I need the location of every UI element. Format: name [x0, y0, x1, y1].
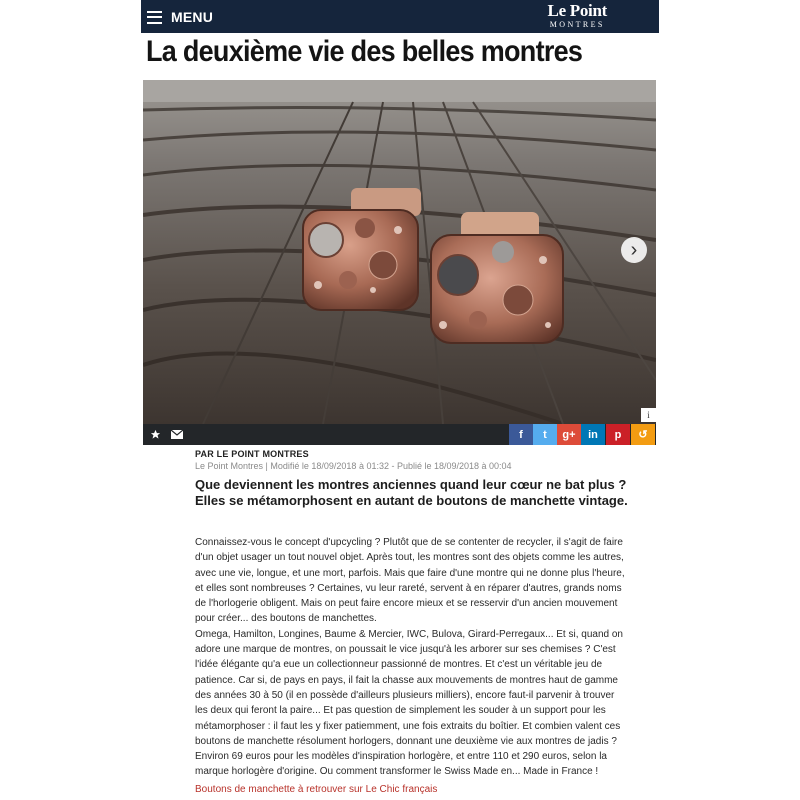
- cufflinks-photo: [143, 80, 656, 424]
- menu-button[interactable]: [147, 7, 213, 27]
- star-icon[interactable]: [144, 424, 166, 445]
- menu-label: MENU: [171, 9, 214, 25]
- chevron-right-icon: ›: [630, 238, 638, 261]
- next-image-button[interactable]: [621, 237, 647, 263]
- pinterest-share-button[interactable]: p: [606, 424, 630, 445]
- share-bar: [143, 424, 656, 445]
- article-body: Connaissez-vous le concept d'upcycling ? Plutôt que de se contenter de recycler, il s'agit de faire d'un objet usager un tout nouvel objet. Après tout, les montres sont des objets comme les autres, avec une vie, longue, et une mort, parfois. Mais que faire d'une montre qui ne donne plus l'heure, et elles sont nombreuses ? Certaines, vu leur rareté, servent à en réparer d'autres, grands noms de l'horlogerie obligent. Mais on peut faire encore mieux et se resservir d'un ancien mouvement pour créer... des boutons de manchettes. Omega, Hamilton, Longines, Baume & Mercier, IWC, Bulova, Girard-Perregaux... Et si, quand on adore une marque de montres, on poussait le vice jusqu'à les arborer sur ses chemises ? C'est l'idée élégante qu'a eue un collectionneur passionné de montres. Et c'est un véritable jeu de patience. Car si, de pays en pays, il fait la chasse aux mouvements de montres haut de gamme des années 30 à 50 (il en possède d'ailleurs plusieurs milliers), encore faut-il parvenir à trouver les deux qui feront la paire... Et pas question de simplement les souder à un support pour les métamorphoser : il faut les y fixer patiemment, une fois extraits du boîtier. Et combien valent ces boutons de manchette résolument horlogers, donnant une deuxième vie aux montres de jadis ? Environ 69 euros pour les modèles d'inspiration horlogère, et entre 110 et 290 euros, selon la marque horlogère d'origine. Ou comment transformer le Swiss Made en... Made in France !: [195, 537, 625, 778]
- article-photo: [143, 80, 656, 424]
- linkedin-share-button[interactable]: in: [581, 424, 605, 445]
- site-logo[interactable]: [548, 2, 607, 30]
- byline-prefix: PAR: [195, 449, 214, 459]
- logo-subtitle: MONTRES: [549, 20, 605, 29]
- info-icon[interactable]: i: [641, 408, 656, 422]
- hamburger-icon: [147, 11, 162, 24]
- googleplus-share-button[interactable]: g+: [557, 424, 581, 445]
- shop-link[interactable]: Boutons de manchette à retrouver sur Le Chic français: [195, 784, 438, 795]
- more-share-button[interactable]: ↺: [631, 424, 655, 445]
- site-header: [141, 0, 659, 33]
- article-meta: Le Point Montres | Modifié le 18/09/2018 à 01:32 - Publié le 18/09/2018 à 00:04: [195, 461, 512, 471]
- article-lead: Que deviennent les montres anciennes quand leur cœur ne bat plus ? Elles se métamorphosent en autant de boutons de manchette vintage.: [195, 477, 628, 508]
- logo-title: Le Point: [547, 1, 607, 20]
- twitter-share-button[interactable]: t: [533, 424, 557, 445]
- byline-author[interactable]: LE POINT MONTRES: [216, 449, 309, 459]
- article-headline: La deuxième vie des belles montres: [146, 35, 583, 68]
- mail-icon[interactable]: [166, 424, 188, 445]
- facebook-share-button[interactable]: f: [509, 424, 533, 445]
- byline: [195, 449, 309, 459]
